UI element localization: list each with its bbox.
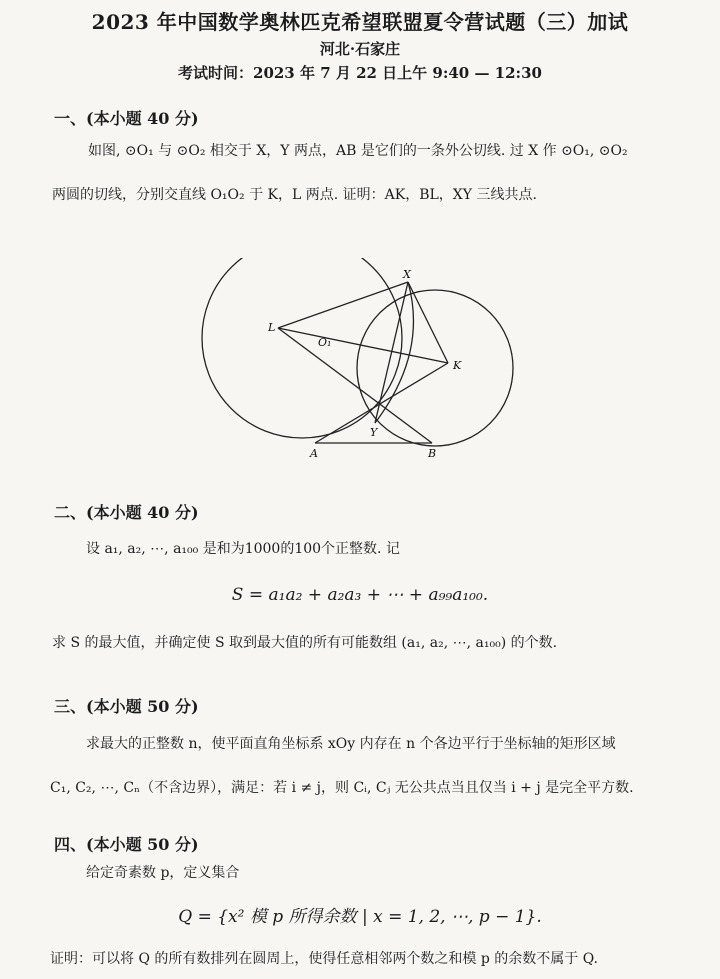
problem2-line1: 设 a₁, a₂, ⋯, a₁₀₀ 是和为1000的100个正整数. 记 [86, 541, 400, 557]
problem4-heading: 四、(本小题 50 分) [54, 835, 199, 854]
exam-time: 考试时间：2023 年 7 月 22 日上午 9:40 — 12:30 [178, 64, 542, 82]
label-a: A [310, 447, 318, 460]
exam-location: 河北·石家庄 [319, 40, 401, 58]
problem3-line1: 求最大的正整数 n，使平面直角坐标系 xOy 内存在 n 个各边平行于坐标轴的矩形区域 [86, 736, 616, 752]
label-k: K [453, 359, 462, 372]
problem2-heading: 二、(本小题 40 分) [54, 503, 199, 522]
label-x: X [403, 268, 411, 281]
problem1-line1: 如图, ⊙O₁ 与 ⊙O₂ 相交于 X，Y 两点，AB 是它们的一条外公切线. 过 X 作 ⊙O₁, ⊙O₂ [88, 143, 628, 159]
line-bl [278, 328, 432, 443]
problem4-formula: Q = {x² 模 p 所得余数 | x = 1, 2, ⋯, p − 1}. [178, 907, 542, 927]
label-y: Y [370, 426, 378, 439]
label-o1: O₁ [318, 336, 332, 349]
line-lk [278, 328, 448, 363]
line-ak [315, 363, 448, 443]
problem4-line1: 给定奇素数 p，定义集合 [86, 865, 240, 881]
label-l: L [268, 321, 276, 334]
label-b: B [428, 447, 437, 460]
problem3-line2: C₁, C₂, ⋯, Cₙ（不含边界），满足：若 i ≠ j，则 Cᵢ, Cⱼ 无公共点当且仅当 i + j 是完全平方数. [50, 780, 634, 796]
problem1-line2: 两圆的切线，分别交直线 O₁O₂ 于 K，L 两点. 证明：AK，BL，XY 三线共点. [52, 187, 537, 203]
problem1-heading: 一、(本小题 40 分) [54, 109, 199, 128]
page-title: 2023 年中国数学奥林匹克希望联盟夏令营试题（三）加试 [91, 10, 629, 34]
problem3-heading: 三、(本小题 50 分) [54, 697, 199, 716]
problem2-line2: 求 S 的最大值，并确定使 S 取到最大值的所有可能数组 (a₁, a₂, ⋯, a₁₀₀) 的个数. [52, 635, 558, 651]
circle-o2 [357, 290, 513, 446]
geometry-figure [190, 258, 530, 468]
problem4-line2: 证明：可以将 Q 的所有数排列在圆周上，使得任意相邻两个数之和模 p 的余数不属于 Q. [50, 951, 598, 967]
problem2-formula: S = a₁a₂ + a₂a₃ + ⋯ + a₉₉a₁₀₀. [231, 585, 489, 605]
